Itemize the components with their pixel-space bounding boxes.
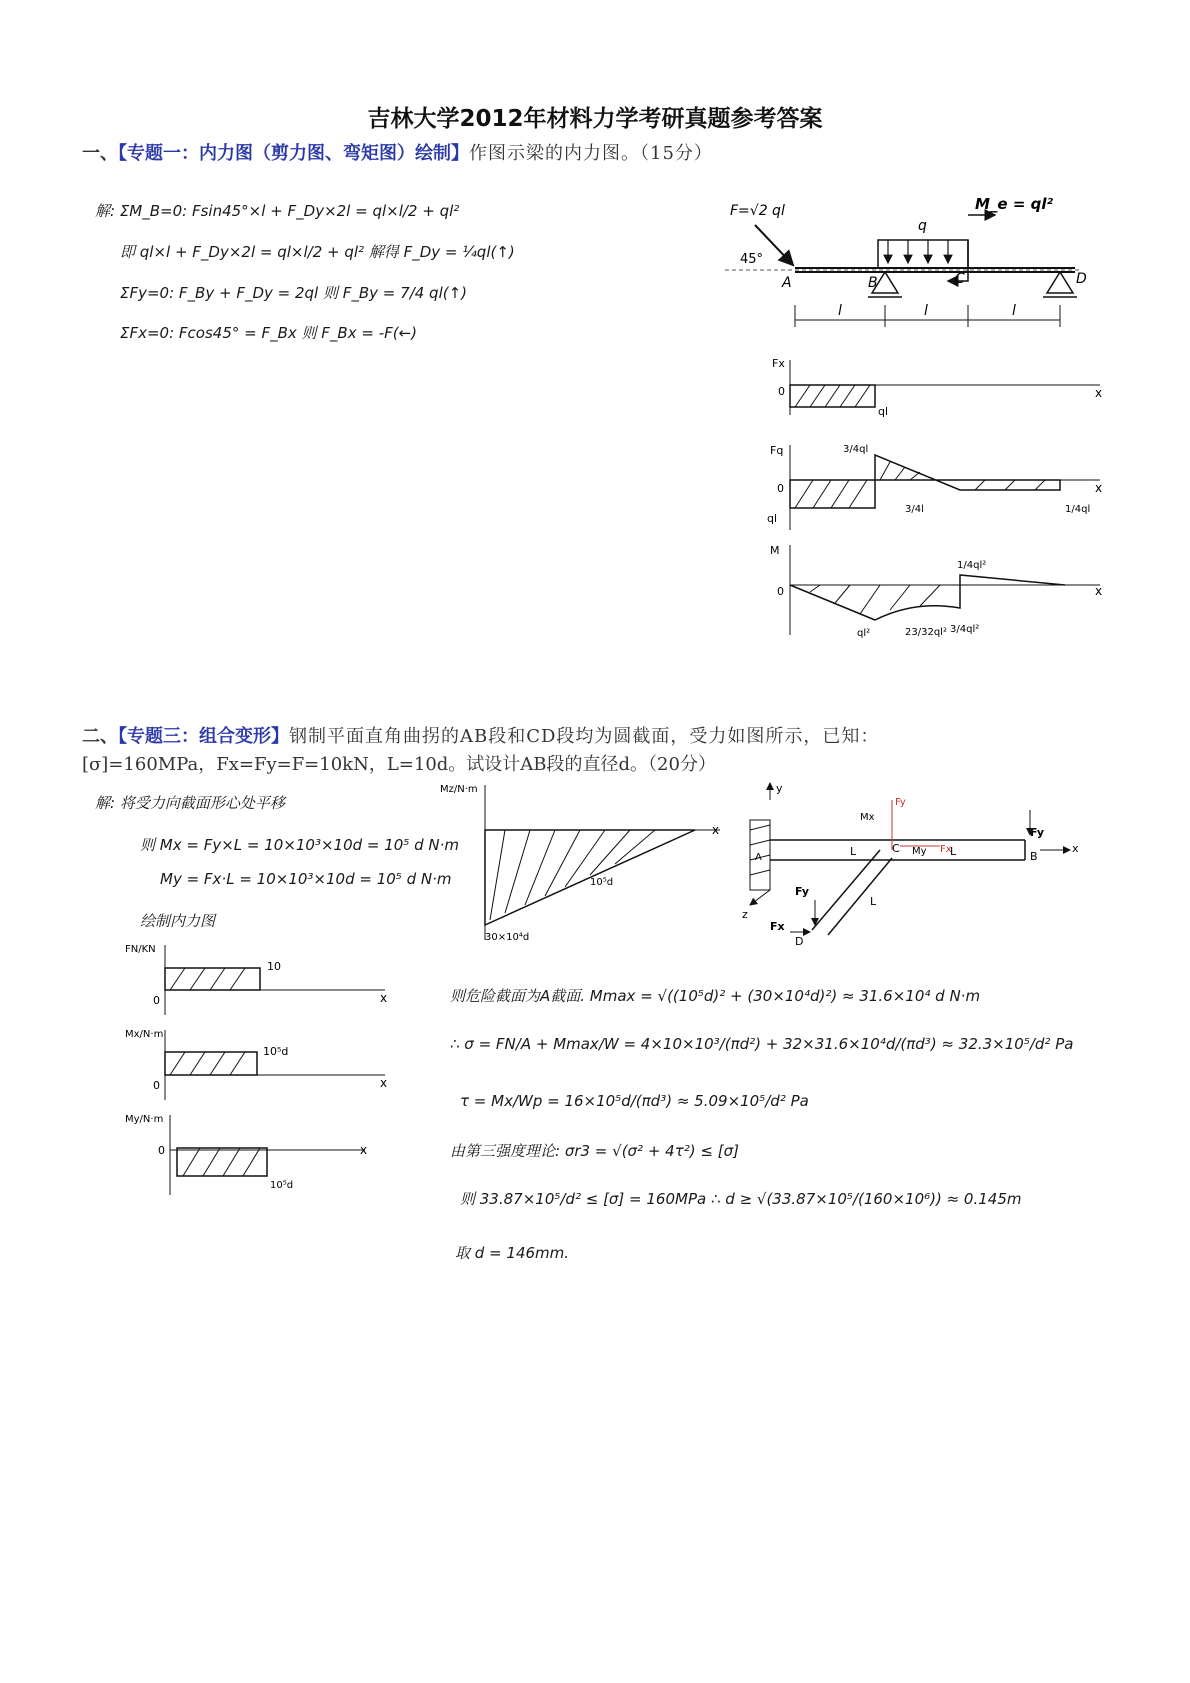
fn-zero: 0 bbox=[153, 994, 160, 1007]
support-d bbox=[1047, 272, 1073, 293]
fq-zero: 0 bbox=[777, 482, 784, 495]
fn-x-label: x bbox=[380, 991, 388, 1005]
fx-zero: 0 bbox=[778, 385, 785, 398]
m-x-label: x bbox=[1095, 584, 1103, 598]
force-label: F=√2 ql bbox=[730, 203, 785, 219]
q1-solution-line-4: ΣFx=0: Fcos45° = F_Bx 则 F_Bx = -F(←) bbox=[120, 324, 418, 342]
frame-my: My bbox=[912, 846, 927, 857]
frame-label-b: B bbox=[1030, 850, 1038, 863]
moment-label: M_e = ql² bbox=[975, 195, 1054, 213]
fx-x-label: x bbox=[1095, 386, 1103, 400]
q2-solution-line-2: 则 Mx = Fy×L = 10×10³×10d = 10⁵ d N·m bbox=[140, 836, 460, 854]
mx-diagram bbox=[125, 1025, 395, 1105]
fx-value: ql bbox=[878, 405, 889, 418]
frame-axis-y: y bbox=[776, 782, 783, 795]
q2-right-line-2: ∴ σ = FN/A + Mmax/W = 4×10×10³/(πd²) + 32×31.6×10⁴d/(πd³) ≈ 32.3×10⁵/d² Pa bbox=[450, 1035, 1074, 1053]
point-c: C bbox=[955, 271, 965, 287]
beam-figure bbox=[720, 195, 1100, 345]
mz-bottom-value: 30×10⁴d bbox=[485, 932, 530, 943]
fn-axis-label: FN/KN bbox=[125, 944, 156, 955]
load-label: q bbox=[918, 218, 927, 234]
frame-label-a: A bbox=[755, 852, 762, 863]
fq-right-value: 1/4ql bbox=[1065, 504, 1091, 515]
angle-label: 45° bbox=[740, 252, 764, 267]
span-2: l bbox=[924, 303, 928, 319]
question-2-text-2: [σ]=160MPa，Fx=Fy=F=10kN，L=10d。试设计AB段的直径d。（20分） bbox=[82, 754, 716, 775]
question-2-topic: 【专题三：组合变形】 bbox=[118, 726, 289, 747]
m-top-value: 1/4ql² bbox=[957, 560, 987, 571]
mx-value: 10⁵d bbox=[263, 1045, 289, 1058]
fq-x-label: x bbox=[1095, 481, 1103, 495]
frame-mx: Mx bbox=[860, 812, 875, 823]
m-mid2-value: 3/4ql² bbox=[950, 624, 980, 635]
q2-right-line-4: 由第三强度理论: σr3 = √(σ² + 4τ²) ≤ [σ] bbox=[450, 1142, 739, 1160]
fn-value: 10 bbox=[267, 960, 281, 973]
fq-axis-label: Fq bbox=[770, 444, 784, 457]
mz-x-label: x bbox=[712, 823, 720, 837]
m-axis-label: M bbox=[770, 544, 780, 557]
frame-axis-z: z bbox=[742, 908, 748, 921]
span-1: l bbox=[838, 303, 842, 319]
frame-label-l3: L bbox=[870, 895, 877, 908]
m-mid1-value: 23/32ql² bbox=[905, 627, 947, 638]
page-title: 吉林大学2012年材料力学考研真题参考答案 bbox=[367, 106, 823, 132]
fx-diagram bbox=[770, 355, 1110, 425]
q1-solution-line-1: 解: ΣM_B=0: Fsin45°×l + F_Dy×2l = ql×l/2 + ql² bbox=[95, 202, 460, 220]
question-1-topic: 【专题一：内力图（剪力图、弯矩图）绘制】 bbox=[118, 143, 469, 164]
q2-solution-line-1: 解: 将受力向截面形心处平移 bbox=[95, 794, 285, 812]
q2-solution-line-4: 绘制内力图 bbox=[140, 912, 216, 930]
question-2-text-1: 钢制平面直角曲拐的AB段和CD段均为圆截面，受力如图所示，已知： bbox=[289, 726, 880, 747]
q2-right-line-3: τ = Mx/Wp = 16×10⁵d/(πd³) ≈ 5.09×10⁵/d² Pa bbox=[460, 1092, 809, 1110]
frame-label-l2: L bbox=[950, 845, 957, 858]
mx-x-label: x bbox=[380, 1076, 388, 1090]
question-1-header bbox=[82, 141, 713, 167]
q2-solution-line-3: My = Fx·L = 10×10³×10d = 10⁵ d N·m bbox=[160, 870, 452, 888]
my-diagram bbox=[125, 1110, 395, 1200]
mx-zero: 0 bbox=[153, 1079, 160, 1092]
my-x-label: x bbox=[360, 1143, 368, 1157]
fx-axis-label: Fx bbox=[772, 357, 785, 370]
point-b: B bbox=[868, 275, 878, 291]
q2-right-line-6: 取 d = 146mm. bbox=[455, 1244, 570, 1262]
frame-fy-red: Fy bbox=[895, 797, 906, 808]
mx-axis-label: Mx/N·m bbox=[125, 1029, 164, 1040]
point-d: D bbox=[1076, 271, 1087, 287]
mz-axis-label: Mz/N·m bbox=[440, 784, 478, 795]
frame-axis-x: x bbox=[1072, 842, 1079, 855]
q1-solution-line-2: 即 ql×l + F_Dy×2l = ql×l/2 + ql² 解得 F_Dy = ¼ql(↑) bbox=[120, 243, 515, 261]
fq-diagram bbox=[765, 440, 1110, 535]
frame-label-d: D bbox=[795, 935, 804, 948]
frame-fx-d: Fx bbox=[770, 920, 785, 933]
frame-fy-d: Fy bbox=[795, 885, 810, 898]
mz-mid-value: 10⁵d bbox=[590, 877, 614, 888]
frame-fy-top: Fy bbox=[1030, 826, 1045, 839]
q2-right-line-5: 则 33.87×10⁵/d² ≤ [σ] = 160MPa ∴ d ≥ √(33.87×10⁵/(160×10⁶)) ≈ 0.145m bbox=[460, 1190, 1022, 1208]
frame-fx-red: Fx bbox=[940, 844, 952, 855]
frame-label-l1: L bbox=[850, 845, 857, 858]
m-diagram bbox=[765, 540, 1110, 640]
fn-diagram bbox=[125, 940, 395, 1020]
q1-solution-line-3: ΣFy=0: F_By + F_Dy = 2ql 则 F_By = 7/4 ql(↑) bbox=[120, 284, 468, 302]
question-2-number: 二、 bbox=[82, 726, 118, 747]
frame-figure bbox=[740, 780, 1120, 960]
span-3: l bbox=[1012, 303, 1016, 319]
fq-dist: 3/4l bbox=[905, 504, 924, 515]
point-a: A bbox=[782, 275, 792, 291]
my-value: 10⁵d bbox=[270, 1180, 294, 1191]
m-zero: 0 bbox=[777, 585, 784, 598]
frame-label-c: C bbox=[892, 842, 900, 855]
my-zero: 0 bbox=[158, 1144, 165, 1157]
fq-left-value: ql bbox=[767, 512, 778, 525]
my-axis-label: My/N·m bbox=[125, 1114, 164, 1125]
fq-peak-value: 3/4ql bbox=[843, 444, 869, 455]
question-2-header bbox=[82, 724, 879, 750]
mz-diagram bbox=[440, 780, 730, 945]
question-1-text: 作图示梁的内力图。（15分） bbox=[469, 143, 713, 164]
q2-right-line-1: 则危险截面为A截面. Mmax = √((10⁵d)² + (30×10⁴d)²) ≈ 31.6×10⁴ d N·m bbox=[450, 987, 981, 1005]
m-min-value: ql² bbox=[857, 628, 871, 639]
question-1-number: 一、 bbox=[82, 143, 118, 164]
